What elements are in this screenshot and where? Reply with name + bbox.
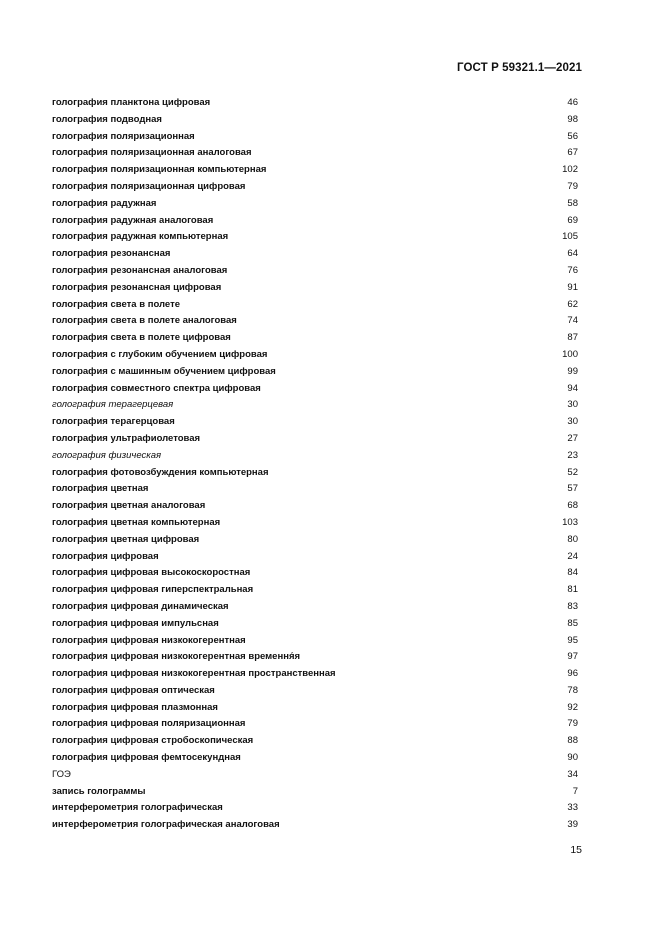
index-page-ref: 98 (567, 113, 578, 125)
index-page-ref: 88 (567, 735, 578, 747)
index-page-ref: 79 (567, 718, 578, 730)
index-entry (52, 784, 578, 801)
index-term: голография цифровая (52, 550, 159, 562)
index-entry (52, 263, 578, 280)
index-term: голография цветная цифровая (52, 533, 200, 545)
index-entry (52, 800, 578, 817)
index-page-ref: 30 (567, 416, 578, 428)
index-term: голография цифровая динамическая (52, 600, 229, 612)
index-term: голография цифровая низкокогерентная (52, 634, 246, 646)
index-page-ref: 102 (562, 164, 578, 176)
index-page-ref: 56 (567, 130, 578, 142)
index-page-ref: 74 (567, 315, 578, 327)
index-term: голография цветная компьютерная (52, 516, 221, 528)
index-entry (52, 196, 578, 213)
index-entry (52, 700, 578, 717)
index-page-ref: 95 (567, 634, 578, 646)
index-term: голография цифровая низкокогерентная времення́я (52, 651, 301, 663)
index-page-ref: 83 (567, 600, 578, 612)
index-page-ref: 23 (567, 449, 578, 461)
index-term: голография фотовозбуждения компьютерная (52, 466, 269, 478)
index-page-ref: 33 (567, 802, 578, 814)
index-term: голография радужная аналоговая (52, 214, 214, 226)
index-term: голография цифровая поляризационная (52, 718, 246, 730)
index-term: запись голограммы (52, 785, 146, 797)
index-page-ref: 78 (567, 684, 578, 696)
index-page-ref: 58 (567, 197, 578, 209)
index-entry (52, 817, 578, 834)
index-entry (52, 565, 578, 582)
index-term: голография поляризационная аналоговая (52, 147, 252, 159)
index-page-ref: 7 (572, 785, 578, 797)
index-entry (52, 414, 578, 431)
index-entry (52, 666, 578, 683)
index-entry (52, 649, 578, 666)
index-page-ref: 80 (567, 533, 578, 545)
index-page-ref: 76 (567, 264, 578, 276)
alphabetical-index (52, 95, 578, 834)
index-page-ref: 96 (567, 668, 578, 680)
index-entry (52, 549, 578, 566)
index-entry (52, 465, 578, 482)
index-term: ГОЭ (52, 768, 71, 780)
index-entry (52, 683, 578, 700)
index-term: интерферометрия голографическая аналоговая (52, 819, 280, 831)
index-page-ref: 64 (567, 248, 578, 260)
index-term: голография света в полете цифровая (52, 332, 231, 344)
index-page-ref: 57 (567, 483, 578, 495)
index-entry (52, 364, 578, 381)
index-entry (52, 733, 578, 750)
index-term: голография света в полете (52, 298, 181, 310)
index-entry (52, 179, 578, 196)
index-entry (52, 95, 578, 112)
index-term: голография резонансная (52, 248, 171, 260)
index-entry (52, 347, 578, 364)
index-entry (52, 213, 578, 230)
index-page-ref: 90 (567, 752, 578, 764)
index-term: голография терагерцевая (52, 399, 174, 411)
index-entry (52, 162, 578, 179)
page-number: 15 (570, 844, 582, 856)
index-entry (52, 145, 578, 162)
index-page-ref: 87 (567, 332, 578, 344)
index-term: голография физическая (52, 449, 162, 461)
index-term: голография терагерцовая (52, 416, 175, 428)
index-page-ref: 34 (567, 768, 578, 780)
index-term: голография с машинным обучением цифровая (52, 365, 276, 377)
index-term: голография цифровая фемтосекундная (52, 752, 241, 764)
index-term: голография света в полете аналоговая (52, 315, 237, 327)
index-term: голография цифровая стробоскопическая (52, 735, 254, 747)
index-entry (52, 616, 578, 633)
index-page-ref: 24 (567, 550, 578, 562)
index-entry (52, 716, 578, 733)
index-page-ref: 85 (567, 617, 578, 629)
index-page-ref: 100 (562, 348, 578, 360)
index-page-ref: 52 (567, 466, 578, 478)
index-page-ref: 46 (567, 97, 578, 108)
index-page-ref: 81 (567, 584, 578, 596)
index-entry (52, 381, 578, 398)
document-header: ГОСТ Р 59321.1—2021 (457, 62, 582, 74)
index-term: голография резонансная цифровая (52, 281, 222, 293)
index-entry (52, 112, 578, 129)
index-term: голография цветная (52, 483, 149, 495)
index-page-ref: 103 (562, 516, 578, 528)
index-term: голография цветная аналоговая (52, 500, 206, 512)
index-page-ref: 67 (567, 147, 578, 159)
index-entry (52, 397, 578, 414)
index-entry (52, 313, 578, 330)
index-term: голография с глубоким обучением цифровая (52, 348, 268, 360)
index-term: голография цифровая высокоскоростная (52, 567, 251, 579)
index-page-ref: 97 (567, 651, 578, 663)
index-term: интерферометрия голографическая (52, 802, 223, 814)
index-entry (52, 229, 578, 246)
index-entry (52, 582, 578, 599)
index-entry (52, 767, 578, 784)
index-entry (52, 532, 578, 549)
index-entry (52, 515, 578, 532)
index-term: голография планктона цифровая (52, 97, 211, 108)
index-term: голография поляризационная компьютерная (52, 164, 267, 176)
index-page-ref: 68 (567, 500, 578, 512)
index-term: голография цифровая импульсная (52, 617, 219, 629)
index-term: голография цифровая гиперспектральная (52, 584, 254, 596)
index-term: голография резонансная аналоговая (52, 264, 228, 276)
index-term: голография поляризационная (52, 130, 195, 142)
index-page-ref: 69 (567, 214, 578, 226)
index-term: голография цифровая низкокогерентная пространственная (52, 668, 336, 680)
index-page-ref: 94 (567, 382, 578, 394)
index-term: голография совместного спектра цифровая (52, 382, 261, 394)
index-entry (52, 280, 578, 297)
index-page-ref: 105 (562, 231, 578, 243)
index-entry (52, 599, 578, 616)
index-page-ref: 84 (567, 567, 578, 579)
index-page-ref: 39 (567, 819, 578, 831)
index-entry (52, 246, 578, 263)
index-page-ref: 92 (567, 701, 578, 713)
index-entry (52, 129, 578, 146)
index-page-ref: 27 (567, 432, 578, 444)
index-entry (52, 431, 578, 448)
index-page-ref: 79 (567, 180, 578, 192)
index-term: голография цифровая плазмонная (52, 701, 218, 713)
index-term: голография ультрафиолетовая (52, 432, 201, 444)
index-entry (52, 498, 578, 515)
index-term: голография радужная компьютерная (52, 231, 229, 243)
index-term: голография подводная (52, 113, 162, 125)
index-entry (52, 297, 578, 314)
index-page-ref: 91 (567, 281, 578, 293)
index-page-ref: 30 (567, 399, 578, 411)
index-entry (52, 448, 578, 465)
index-entry (52, 633, 578, 650)
index-term: голография радужная (52, 197, 157, 209)
index-entry (52, 330, 578, 347)
index-term: голография цифровая оптическая (52, 684, 215, 696)
index-entry (52, 481, 578, 498)
index-term: голография поляризационная цифровая (52, 180, 246, 192)
index-page-ref: 62 (567, 298, 578, 310)
index-entry (52, 750, 578, 767)
index-page-ref: 99 (567, 365, 578, 377)
